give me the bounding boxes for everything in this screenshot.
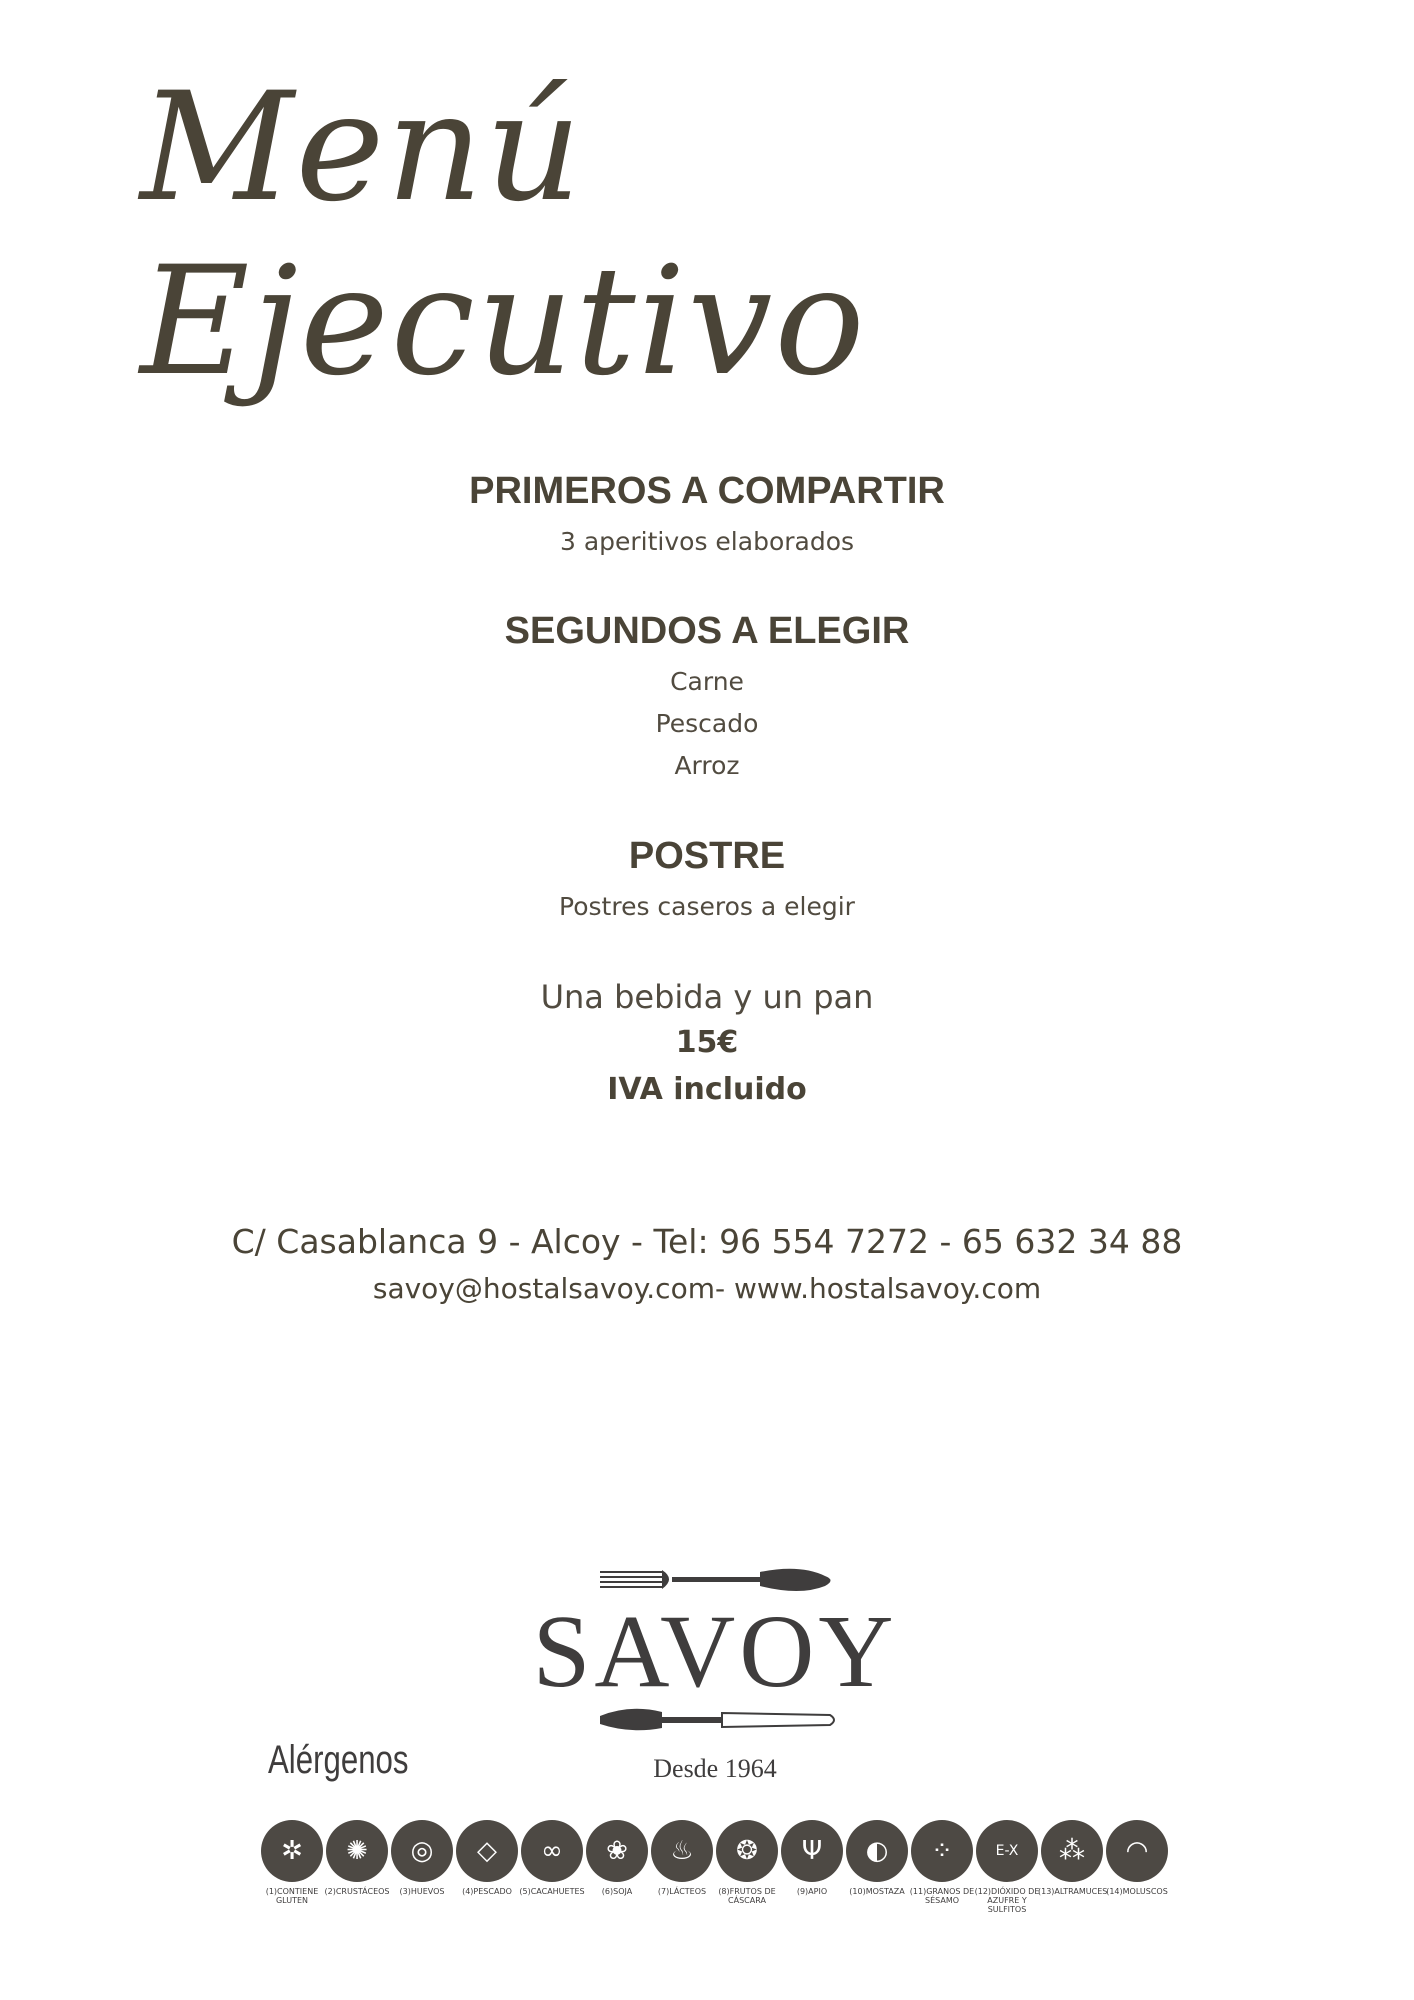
- allergen-sulphites: E-X (12)DIÓXIDO DE AZUFRE Y SULFITOS: [973, 1820, 1041, 1914]
- crab-icon: ✺: [326, 1820, 388, 1882]
- section-heading: PRIMEROS A COMPARTIR: [469, 470, 945, 512]
- section-primeros: [0, 470, 1414, 563]
- section-heading: SEGUNDOS A ELEGIR: [504, 610, 910, 652]
- email-web: savoy@hostalsavoy.com- www.hostalsavoy.com: [372, 1272, 1042, 1305]
- sesame-icon: ⁘: [911, 1820, 973, 1882]
- price: 15€: [675, 1025, 739, 1060]
- drink-note: Una bebida y un pan: [540, 978, 874, 1016]
- allergen-peanuts: ∞ (5)CACAHUETES: [518, 1820, 586, 1896]
- allergen-lupin: ⁂ (13)ALTRAMUCES: [1038, 1820, 1106, 1896]
- allergen-sesame: ⁘ (11)GRANOS DE SÉSAMO: [908, 1820, 976, 1905]
- menu-item: Carne: [670, 667, 744, 696]
- nut-icon: ❂: [716, 1820, 778, 1882]
- lupin-icon: ⁂: [1041, 1820, 1103, 1882]
- since-year: Desde 1964: [653, 1754, 777, 1783]
- allergen-dairy: ♨ (7)LÁCTEOS: [648, 1820, 716, 1896]
- knife-icon: [600, 1706, 840, 1736]
- section-heading: POSTRE: [628, 835, 786, 877]
- fish-icon: ◇: [456, 1820, 518, 1882]
- allergen-fish: ◇ (4)PESCADO: [453, 1820, 521, 1896]
- menu-item: Arroz: [674, 751, 740, 780]
- menu-title: Menú Ejecutivo: [140, 61, 867, 409]
- celery-icon: Ψ: [781, 1820, 843, 1882]
- allergens-title: Alérgenos: [268, 1738, 409, 1782]
- shell-icon: ◠: [1106, 1820, 1168, 1882]
- allergen-gluten: ✲ (1)CONTIENE GLUTEN: [258, 1820, 326, 1905]
- address-phone: C/ Casablanca 9 - Alcoy - Tel: 96 554 7272 - 65 632 34 88: [231, 1222, 1183, 1261]
- allergen-icons: [258, 1820, 1178, 1930]
- allergen-molluscs: ◠ (14)MOLUSCOS: [1103, 1820, 1171, 1896]
- soy-icon: ❀: [586, 1820, 648, 1882]
- allergen-eggs: ◎ (3)HUEVOS: [388, 1820, 456, 1896]
- vat-note: IVA incluido: [607, 1072, 807, 1107]
- menu-item: Pescado: [655, 709, 759, 738]
- savoy-logo: SAVOY: [532, 1594, 898, 1709]
- section-segundos: [0, 610, 1414, 787]
- sulphite-icon: E-X: [976, 1820, 1038, 1882]
- fork-icon: [600, 1566, 840, 1596]
- menu-item: Postres caseros a elegir: [559, 892, 855, 921]
- allergen-crustaceans: ✺ (2)CRUSTÁCEOS: [323, 1820, 391, 1896]
- section-postre: [0, 835, 1414, 928]
- menu-item: 3 aperitivos elaborados: [559, 527, 855, 556]
- mustard-icon: ◐: [846, 1820, 908, 1882]
- wheat-icon: ✲: [261, 1820, 323, 1882]
- allergen-mustard: ◐ (10)MOSTAZA: [843, 1820, 911, 1896]
- allergen-soy: ❀ (6)SOJA: [583, 1820, 651, 1896]
- peanut-icon: ∞: [521, 1820, 583, 1882]
- allergen-nuts: ❂ (8)FRUTOS DE CÁSCARA: [713, 1820, 781, 1905]
- milk-icon: ♨: [651, 1820, 713, 1882]
- eggs-icon: ◎: [391, 1820, 453, 1882]
- allergen-celery: Ψ (9)APIO: [778, 1820, 846, 1896]
